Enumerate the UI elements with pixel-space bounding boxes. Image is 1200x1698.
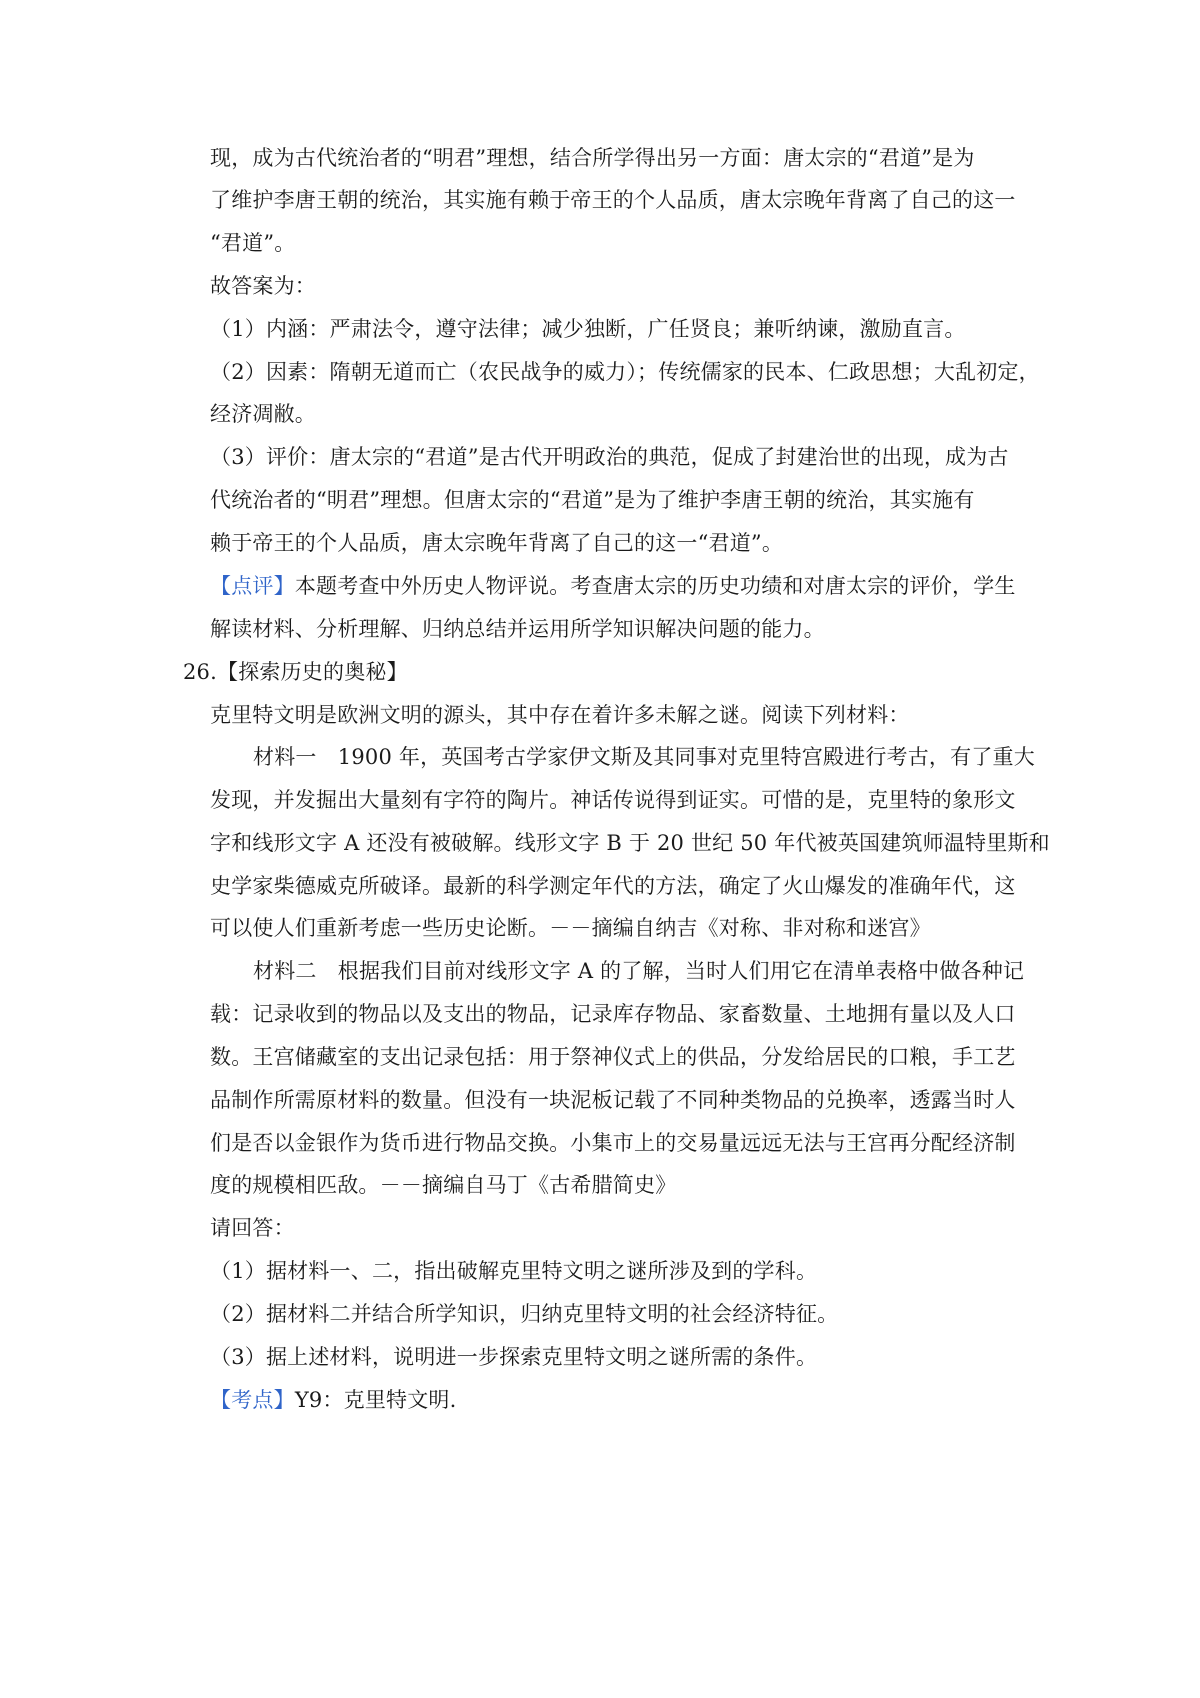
subquestion-3: （3）据上述材料，说明进一步探索克里特文明之谜所需的条件。 bbox=[210, 1345, 818, 1369]
comment-text: 本题考查中外历史人物评说。考查唐太宗的历史功绩和对唐太宗的评价，学生 bbox=[294, 574, 1016, 598]
text-line: 赖于帝王的个人品质，唐太宗晚年背离了自己的这一“君道”。 bbox=[210, 531, 784, 555]
text-line: 了维护李唐王朝的统治，其实施有赖于帝王的个人品质，唐太宗晚年背离了自己的这一 bbox=[210, 188, 1016, 212]
question-title: 【探索历史的奥秘】 bbox=[217, 660, 408, 684]
keypoint-tag: 【考点】 bbox=[210, 1388, 295, 1412]
material-1-line: 材料一 1900 年，英国考古学家伊文斯及其同事对克里特宫殿进行考古，有了重大 bbox=[253, 745, 1035, 769]
material-1-line: 发现，并发掘出大量刻有字符的陶片。神话传说得到证实。可惜的是，克里特的象形文 bbox=[210, 788, 1016, 812]
question-number: 26. bbox=[183, 660, 217, 684]
comment-tag: 【点评】 bbox=[210, 574, 295, 598]
answer-3: （3）评价：唐太宗的“君道”是古代开明政治的典范，促成了封建治世的出现，成为古 bbox=[210, 445, 1009, 469]
text-line: “君道”。 bbox=[210, 231, 296, 255]
text-line: 经济凋敝。 bbox=[210, 402, 316, 426]
answer-2: （2）因素：隋朝无道而亡（农民战争的威力）；传统儒家的民本、仁政思想；大乱初定， bbox=[210, 360, 1040, 384]
comment-line-2: 解读材料、分析理解、归纳总结并运用所学知识解决问题的能力。 bbox=[210, 617, 825, 641]
material-1-line: 可以使人们重新考虑一些历史论断。－－摘编自纳吉《对称、非对称和迷宫》 bbox=[210, 916, 931, 940]
material-1-line: 史学家柴德威克所破译。最新的科学测定年代的方法，确定了火山爆发的准确年代，这 bbox=[210, 874, 1016, 898]
material-2-line: 数。王宫储藏室的支出记录包括：用于祭神仪式上的供品，分发给居民的口粮，手工艺 bbox=[210, 1045, 1016, 1069]
text-line: 代统治者的“明君”理想。但唐太宗的“君道”是为了维护李唐王朝的统治，其实施有 bbox=[210, 488, 975, 512]
keypoint-line bbox=[210, 1385, 457, 1415]
material-2-line: 品制作所需原材料的数量。但没有一块泥板记载了不同种类物品的兑换率，透露当时人 bbox=[210, 1088, 1016, 1112]
comment-line bbox=[210, 571, 1016, 601]
text-line: 现，成为古代统治者的“明君”理想，结合所学得出另一方面：唐太宗的“君道”是为 bbox=[210, 146, 975, 170]
material-2-line: 们是否以金银作为货币进行物品交换。小集市上的交易量远远无法与王宫再分配经济制 bbox=[210, 1131, 1016, 1155]
material-2-line: 材料二 根据我们目前对线形文字 A 的了解，当时人们用它在清单表格中做各种记 bbox=[253, 959, 1025, 983]
question-heading bbox=[183, 657, 408, 687]
material-2-line: 载：记录收到的物品以及支出的物品，记录库存物品、家畜数量、土地拥有量以及人口 bbox=[210, 1002, 1016, 1026]
material-1-line: 字和线形文字 A 还没有被破解。线形文字 B 于 20 世纪 50 年代被英国建筑师温特里斯和 bbox=[210, 831, 1050, 855]
question-intro: 克里特文明是欧洲文明的源头，其中存在着许多未解之谜。阅读下列材料： bbox=[210, 703, 910, 727]
keypoint-text: Y9：克里特文明. bbox=[294, 1388, 457, 1412]
subquestion-1: （1）据材料一、二，指出破解克里特文明之谜所涉及到的学科。 bbox=[210, 1259, 818, 1283]
question-prompt: 请回答： bbox=[210, 1216, 295, 1240]
answer-heading: 故答案为： bbox=[210, 274, 316, 298]
answer-1: （1）内涵：严肃法令，遵守法律；减少独断，广任贤良；兼听纳谏，激励直言。 bbox=[210, 317, 966, 341]
subquestion-2: （2）据材料二并结合所学知识，归纳克里特文明的社会经济特征。 bbox=[210, 1302, 839, 1326]
material-2-line: 度的规模相匹敌。－－摘编自马丁《古希腊简史》 bbox=[210, 1173, 677, 1197]
